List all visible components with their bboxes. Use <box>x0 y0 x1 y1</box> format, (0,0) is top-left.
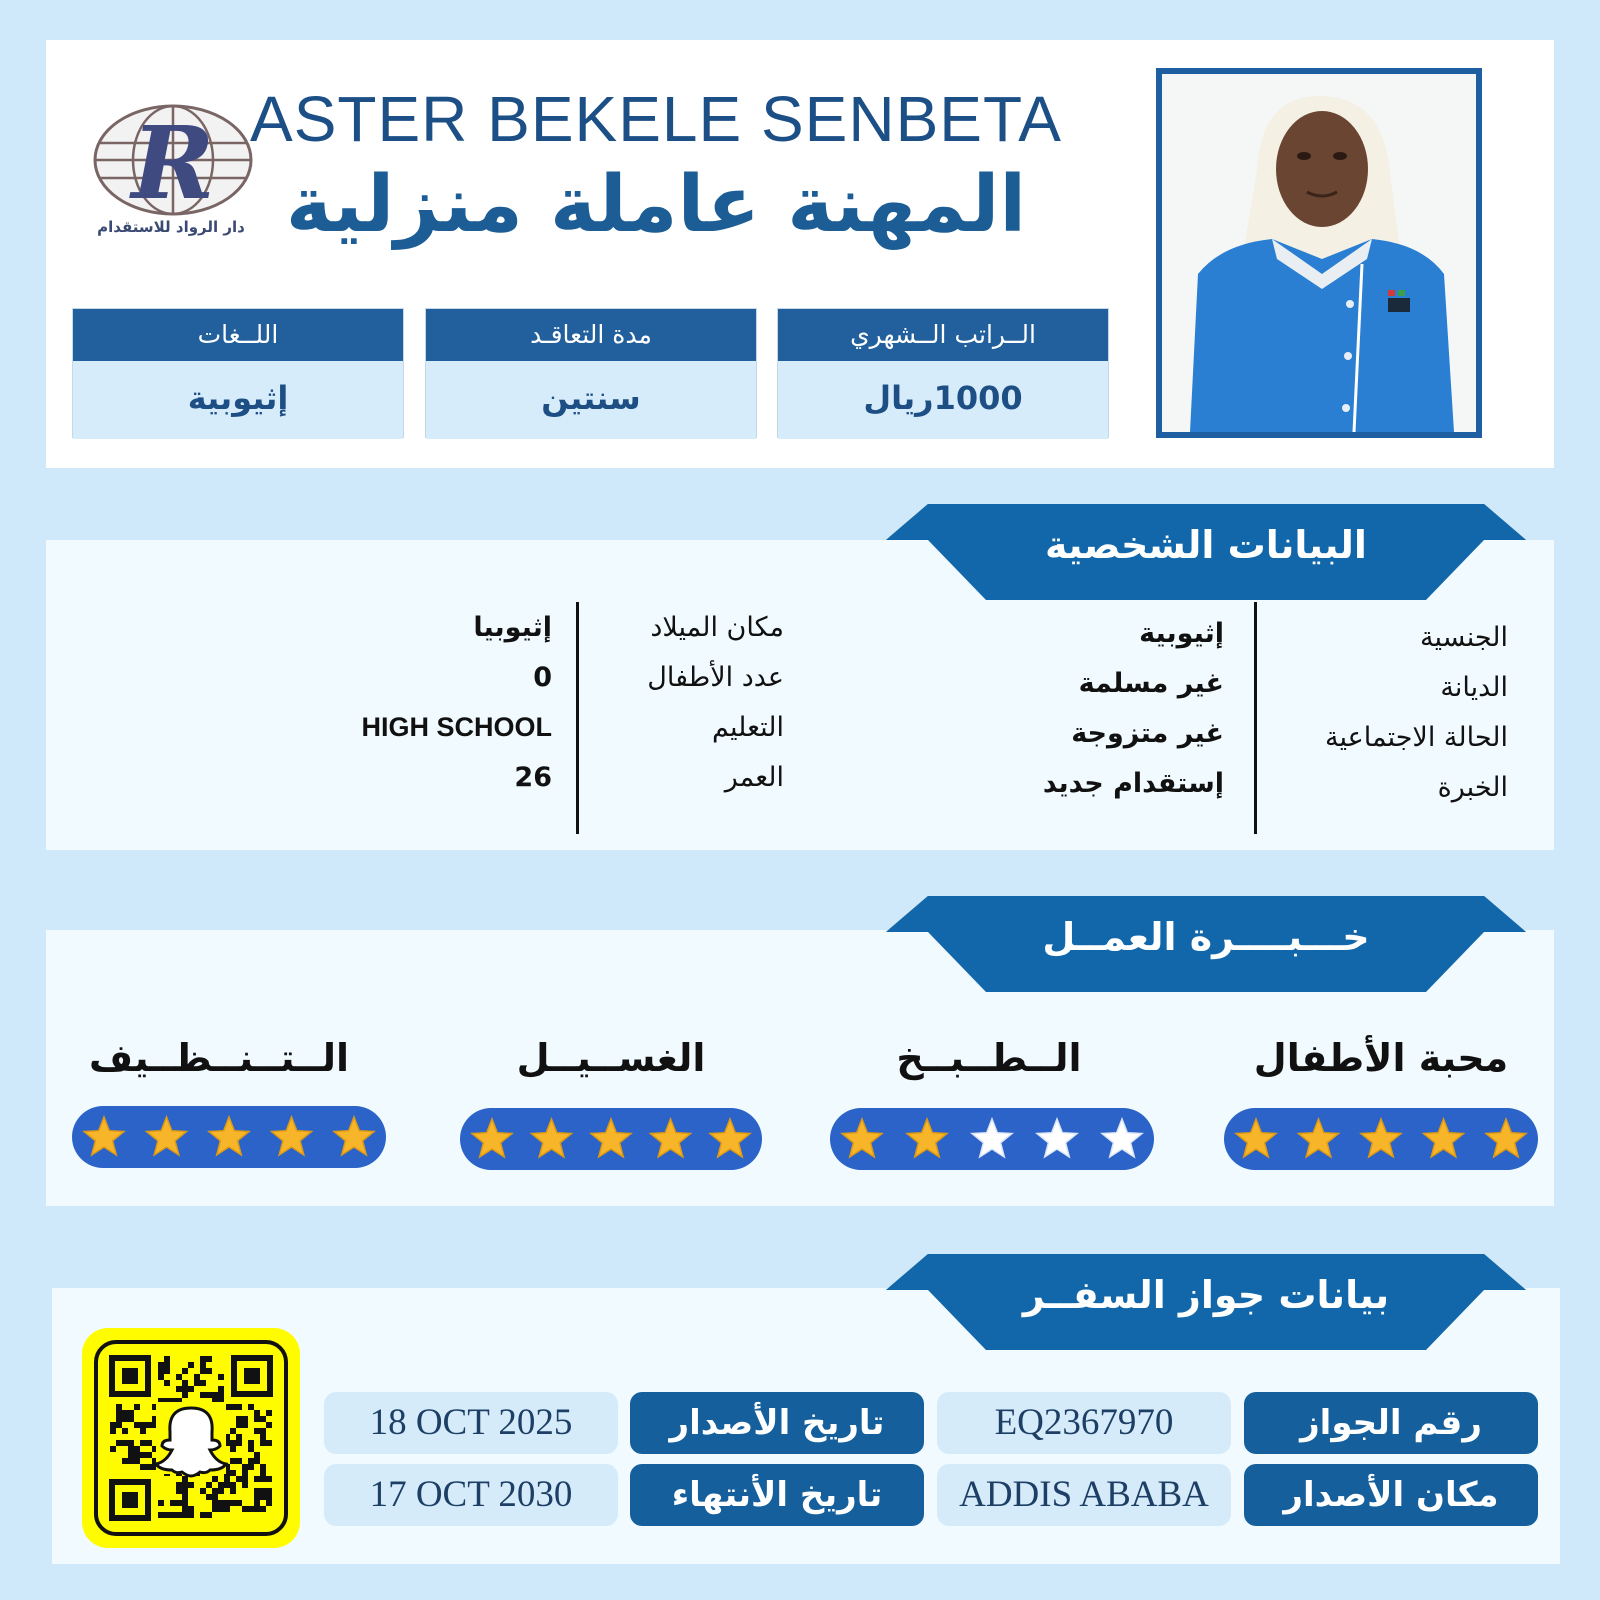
contract-box <box>425 308 757 438</box>
languages-label: اللــغات <box>73 309 403 361</box>
issue-place-label: مكان الأصدار <box>1244 1464 1538 1526</box>
star-filled-icon <box>842 1119 882 1157</box>
birthplace-label: مكان الميلاد <box>650 612 784 643</box>
star-filled-icon <box>710 1119 750 1157</box>
star-filled-icon <box>334 1117 374 1155</box>
star-empty-icon <box>1037 1119 1077 1157</box>
contract-label: مدة التعاقـد <box>426 309 756 361</box>
salary-value: 1000ريال <box>778 361 1108 439</box>
education-value: HIGH SCHOOL <box>361 712 552 742</box>
issue-date-value: 18 OCT 2025 <box>324 1392 618 1454</box>
marital-status-label: الحالة الاجتماعية <box>1325 722 1508 753</box>
star-filled-icon <box>472 1119 512 1157</box>
job-title: المهنة عاملة منزلية <box>285 160 1027 250</box>
passport-section-ribbon <box>886 1254 1526 1352</box>
snapchat-qr-code[interactable] <box>82 1328 300 1548</box>
star-filled-icon <box>272 1117 312 1155</box>
worker-name: ASTER BEKELE SENBETA <box>250 83 1062 155</box>
rating-washing <box>460 1108 762 1170</box>
work-section-title: خـــبــــرة العمــل <box>1042 915 1370 959</box>
skill-name-cooking: الــطــبــخ <box>896 1036 1082 1080</box>
worker-photo <box>1156 68 1482 438</box>
personal-section-title: البيانات الشخصية <box>1045 523 1367 567</box>
experience-value: إستقدام جديد <box>1042 768 1224 799</box>
nationality-value: إثيوبية <box>1139 618 1224 649</box>
star-empty-icon <box>972 1119 1012 1157</box>
languages-value: إثيوبية <box>73 361 403 439</box>
passport-number-value: EQ2367970 <box>937 1392 1231 1454</box>
birthplace-value: إثيوبيا <box>473 612 552 643</box>
personal-section-ribbon <box>886 504 1526 602</box>
children-label: عدد الأطفال <box>647 662 784 693</box>
star-filled-icon <box>1424 1119 1464 1157</box>
rating-cleaning <box>72 1106 386 1168</box>
skill-name-childcare: محبة الأطفال <box>1253 1036 1509 1080</box>
expiry-date-value: 17 OCT 2030 <box>324 1464 618 1526</box>
star-empty-icon <box>1102 1119 1142 1157</box>
snapchat-ghost-icon <box>156 1402 226 1476</box>
expiry-date-label: تاريخ الأنتهاء <box>630 1464 924 1526</box>
marital-status-value: غير متزوجة <box>1071 718 1224 749</box>
star-filled-icon <box>651 1119 691 1157</box>
work-section-ribbon <box>886 896 1526 994</box>
logo-caption: دار الرواد للاستقدام <box>97 218 245 236</box>
logo-letter: R <box>131 104 215 222</box>
star-filled-icon <box>1236 1119 1276 1157</box>
column-divider <box>1254 602 1257 834</box>
star-filled-icon <box>147 1117 187 1155</box>
issue-place-value: ADDIS ABABA <box>937 1464 1231 1526</box>
age-value: 26 <box>514 762 552 793</box>
star-filled-icon <box>1486 1119 1526 1157</box>
contract-value: سنتين <box>426 361 756 439</box>
rating-cooking <box>830 1108 1154 1170</box>
salary-label: الــراتب الــشهري <box>778 309 1108 361</box>
passport-number-label: رقم الجواز <box>1244 1392 1538 1454</box>
salary-box <box>777 308 1109 438</box>
star-filled-icon <box>1361 1119 1401 1157</box>
star-filled-icon <box>209 1117 249 1155</box>
star-filled-icon <box>1299 1119 1339 1157</box>
skill-name-washing: الغســيــل <box>516 1036 706 1080</box>
rating-childcare <box>1224 1108 1538 1170</box>
religion-value: غير مسلمة <box>1078 668 1224 699</box>
languages-box <box>72 308 404 438</box>
star-filled-icon <box>907 1119 947 1157</box>
header-panel <box>46 40 1554 468</box>
religion-label: الديانة <box>1440 672 1508 703</box>
star-filled-icon <box>532 1119 572 1157</box>
passport-section-title: بيانات جواز السفــر <box>1022 1273 1390 1317</box>
age-label: العمر <box>724 762 784 793</box>
skill-name-cleaning: الــتــنــظــيف <box>88 1036 349 1080</box>
experience-label: الخبرة <box>1437 772 1508 803</box>
column-divider <box>576 602 579 834</box>
children-value: 0 <box>533 662 552 693</box>
nationality-label: الجنسية <box>1419 622 1508 653</box>
education-label: التعليم <box>712 712 784 743</box>
issue-date-label: تاريخ الأصدار <box>630 1392 924 1454</box>
star-filled-icon <box>84 1117 124 1155</box>
star-filled-icon <box>591 1119 631 1157</box>
